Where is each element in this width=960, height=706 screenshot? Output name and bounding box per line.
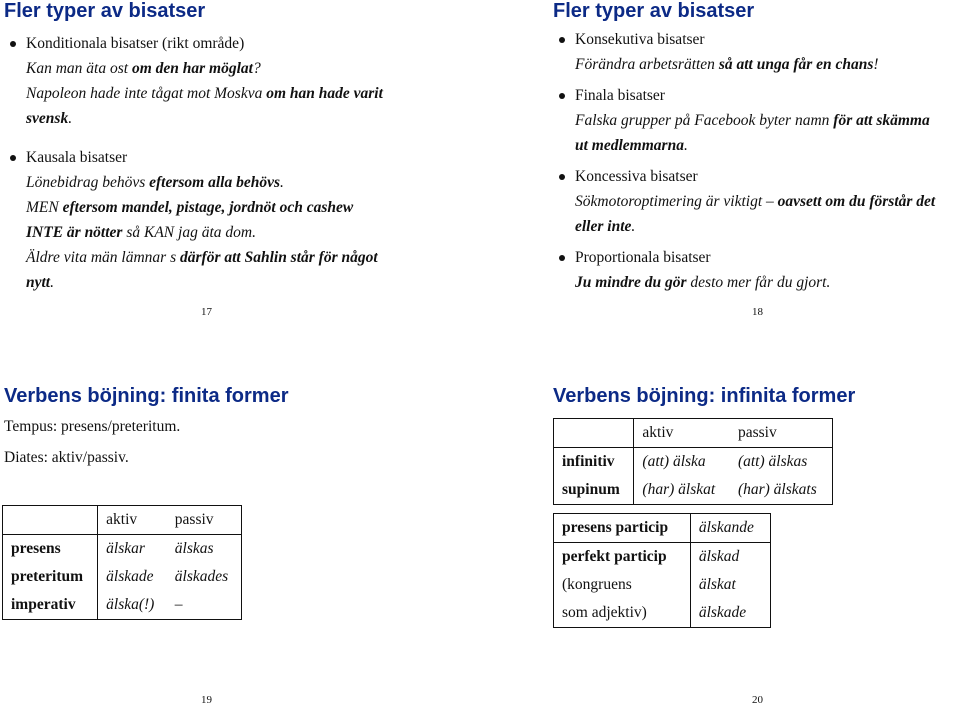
table-row — [3, 563, 242, 591]
row-label: imperativ — [3, 591, 98, 620]
table-row — [3, 535, 242, 564]
finite-forms-table — [2, 505, 242, 620]
example-line: Ju mindre du gör desto mer får du gjort. — [575, 274, 831, 291]
table-row — [554, 599, 771, 628]
table-row — [554, 514, 771, 543]
table-cell: älskade — [106, 568, 154, 585]
page-number: 19 — [201, 694, 212, 706]
example-line: Förändra arbetsrätten så att unga får en chans! — [575, 56, 879, 73]
table-cell: älskas — [174, 540, 214, 557]
slide-body — [4, 31, 444, 295]
bullet-item: Koncessiva bisatser — [553, 164, 958, 189]
table-cell: (att) älskas — [737, 453, 808, 470]
page-number: 17 — [201, 306, 212, 318]
slide-body — [4, 414, 444, 470]
column-header: aktiv — [98, 506, 167, 535]
bullet-item: Kausala bisatser — [4, 145, 444, 170]
infinite-forms-table — [553, 418, 833, 505]
example-line: Kan man äta ost om den har möglat? — [26, 60, 261, 77]
example-line: eller inte. — [575, 218, 636, 235]
table-cell: (att) älska — [642, 453, 706, 470]
row-label: infinitiv — [554, 448, 634, 477]
slide-17 — [4, 0, 444, 295]
table-row — [554, 448, 833, 477]
row-label: presens particip — [554, 514, 691, 543]
example-line: Lönebidrag behövs eftersom alla behövs. — [26, 174, 284, 191]
table-row — [554, 476, 833, 505]
column-header: aktiv — [634, 419, 730, 448]
slide-20 — [553, 385, 958, 408]
bullet-item: Proportionala bisatser — [553, 245, 958, 270]
table-cell: (har) älskats — [737, 481, 817, 498]
tempus-line: Tempus: presens/preteritum. — [4, 418, 181, 435]
bullet-item: Finala bisatser — [553, 83, 958, 108]
example-line: svensk. — [26, 110, 73, 127]
column-header: passiv — [167, 506, 242, 535]
table-cell: – — [174, 596, 183, 613]
slide-19 — [4, 385, 444, 470]
table-row — [3, 591, 242, 620]
row-label: (kongruens — [554, 571, 691, 599]
example-line: INTE är nötter så KAN jag äta dom. — [26, 224, 256, 241]
diates-line: Diates: aktiv/passiv. — [4, 449, 129, 466]
example-line: ut medlemmarna. — [575, 137, 688, 154]
table-row — [554, 543, 771, 572]
table-cell: älskar — [106, 540, 145, 557]
table-cell: älskat — [698, 576, 736, 593]
row-label: presens — [3, 535, 98, 564]
table-cell: (har) älskat — [642, 481, 716, 498]
bullet-item: Konsekutiva bisatser — [553, 27, 958, 52]
slide-title: Fler typer av bisatser — [4, 0, 206, 22]
page-number: 18 — [752, 306, 763, 318]
row-label: supinum — [554, 476, 634, 505]
table-header-row — [554, 419, 833, 448]
table-cell: älskade — [698, 604, 747, 621]
table-row — [554, 571, 771, 599]
participle-table — [553, 513, 771, 628]
page-number: 20 — [752, 694, 763, 706]
slide-body — [553, 27, 958, 295]
column-header: passiv — [730, 419, 833, 448]
table-cell: älska(!) — [106, 596, 155, 613]
slide-title: Verbens böjning: finita former — [4, 385, 289, 407]
example-line: MEN eftersom mandel, pistage, jordnöt och cashew — [26, 199, 354, 216]
row-label: perfekt particip — [554, 543, 691, 572]
slide-title: Verbens böjning: infinita former — [553, 385, 856, 407]
example-line: Napoleon hade inte tågat mot Moskva om han hade varit — [26, 85, 383, 102]
table-cell: älskad — [698, 548, 740, 565]
slide-title: Fler typer av bisatser — [553, 0, 755, 22]
table-header-row — [3, 506, 242, 535]
row-label: som adjektiv) — [554, 599, 691, 628]
example-line: nytt. — [26, 274, 54, 291]
example-line: Falska grupper på Facebook byter namn för att skämma — [575, 112, 930, 129]
table-cell: älskande — [690, 514, 770, 543]
table-cell: älskades — [174, 568, 229, 585]
example-line: Sökmotoroptimering är viktigt – oavsett om du förstår det — [575, 193, 936, 210]
row-label: preteritum — [3, 563, 98, 591]
slide-18 — [553, 0, 958, 295]
example-line: Äldre vita män lämnar s därför att Sahlin står för något — [26, 249, 378, 266]
bullet-item: Konditionala bisatser (rikt område) — [4, 31, 444, 56]
